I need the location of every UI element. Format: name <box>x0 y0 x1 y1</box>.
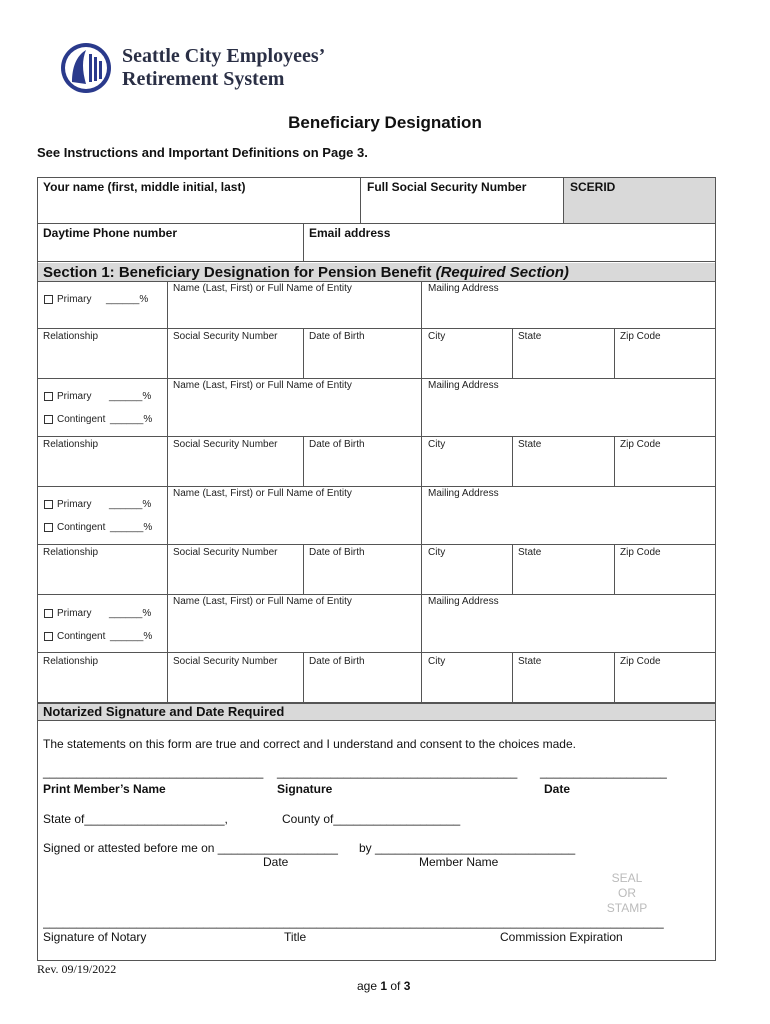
beneficiary4-city-label: City <box>428 656 446 667</box>
signature-line[interactable]: ____________________________________ <box>277 765 518 779</box>
signature-label: Signature <box>277 782 333 796</box>
notary-line[interactable]: _____________________________________________________________________________________________ <box>43 915 664 929</box>
beneficiary2-contingent-pct[interactable]: ______% <box>110 414 153 425</box>
beneficiary2-city-label: City <box>428 439 446 450</box>
revision-date: Rev. 09/19/2022 <box>37 962 117 976</box>
beneficiary1-primary-label: Primary <box>57 294 92 305</box>
beneficiary3-primary-label: Primary <box>57 499 92 510</box>
beneficiary2-name-label: Name (Last, First) or Full Name of Entity <box>173 380 352 391</box>
scerid-label: SCERID <box>570 180 616 194</box>
county-of-field[interactable]: County of___________________ <box>282 812 461 826</box>
date-label: Date <box>544 782 571 796</box>
beneficiary4-primary-pct[interactable]: ______% <box>109 608 152 619</box>
consent-statement: The statements on this form are true and correct and I understand and consent to the choices made. <box>43 737 576 751</box>
beneficiary4-name-label: Name (Last, First) or Full Name of Entity <box>173 596 352 607</box>
beneficiary4-mailing-label: Mailing Address <box>428 596 499 607</box>
beneficiary1-mailing-label: Mailing Address <box>428 283 499 294</box>
member-name-line[interactable]: _________________________________ <box>43 765 264 779</box>
beneficiary4-zip-label: Zip Code <box>620 656 661 667</box>
seal-placeholder-2: OR <box>618 886 636 900</box>
beneficiary3-zip-label: Zip Code <box>620 547 661 558</box>
beneficiary3-ssn-label: Social Security Number <box>173 547 278 558</box>
beneficiary3-contingent-label: Contingent <box>57 522 106 533</box>
member-name-sublabel: Member Name <box>419 855 499 869</box>
beneficiary1-relationship-label: Relationship <box>43 331 99 342</box>
beneficiary4-relationship-label: Relationship <box>43 656 99 667</box>
beneficiary1-primary-checkbox[interactable] <box>44 295 53 304</box>
beneficiary3-primary-pct[interactable]: ______% <box>109 499 152 510</box>
beneficiary3-contingent-pct[interactable]: ______% <box>110 522 153 533</box>
beneficiary3-relationship-label: Relationship <box>43 547 99 558</box>
page-number: age 1 of 3 <box>357 979 411 993</box>
member-ssn-field[interactable] <box>361 195 562 222</box>
beneficiary3-name-label: Name (Last, First) or Full Name of Entity <box>173 488 352 499</box>
beneficiary4-contingent-pct[interactable]: ______% <box>110 631 153 642</box>
instructions-note: See Instructions and Important Definitions on Page 3. <box>37 145 368 160</box>
beneficiary3-dob-label: Date of Birth <box>309 547 365 558</box>
beneficiary3-mailing-label: Mailing Address <box>428 488 499 499</box>
beneficiary3-city-label: City <box>428 547 446 558</box>
beneficiary2-relationship-label: Relationship <box>43 439 99 450</box>
beneficiary2-mailing-label: Mailing Address <box>428 380 499 391</box>
phone-field[interactable] <box>38 240 302 261</box>
beneficiary1-city-label: City <box>428 331 446 342</box>
beneficiary1-ssn-label: Social Security Number <box>173 331 278 342</box>
section1-title: Section 1: Beneficiary Designation for Pension Benefit (Required Section) <box>43 264 569 281</box>
commission-expiration-label: Commission Expiration <box>500 930 623 944</box>
beneficiary3-primary-checkbox[interactable] <box>44 500 53 509</box>
beneficiary2-ssn-label: Social Security Number <box>173 439 278 450</box>
notary-signature-label: Signature of Notary <box>43 930 147 944</box>
seal-placeholder-3: STAMP <box>606 901 648 915</box>
beneficiary2-primary-checkbox[interactable] <box>44 392 53 401</box>
beneficiary2-dob-label: Date of Birth <box>309 439 365 450</box>
beneficiary4-ssn-label: Social Security Number <box>173 656 278 667</box>
beneficiary1-dob-label: Date of Birth <box>309 331 365 342</box>
member-name-label: Your name (first, middle initial, last) <box>43 180 246 194</box>
org-name-line2: Retirement System <box>122 68 285 90</box>
member-ssn-label: Full Social Security Number <box>367 180 527 194</box>
email-label: Email address <box>309 226 391 240</box>
beneficiary4-dob-label: Date of Birth <box>309 656 365 667</box>
member-name-field[interactable] <box>38 195 359 222</box>
seal-placeholder-1: SEAL <box>611 871 643 885</box>
beneficiary2-contingent-label: Contingent <box>57 414 106 425</box>
beneficiary4-primary-checkbox[interactable] <box>44 609 53 618</box>
attest-date-sublabel: Date <box>263 855 289 869</box>
page-title: Beneficiary Designation <box>288 113 482 132</box>
signature-section-title: Notarized Signature and Date Required <box>43 704 285 719</box>
beneficiary1-primary-pct[interactable]: ______% <box>106 294 149 305</box>
by-member-field[interactable]: by ______________________________ <box>359 841 576 855</box>
beneficiary4-contingent-label: Contingent <box>57 631 106 642</box>
beneficiary1-zip-label: Zip Code <box>620 331 661 342</box>
beneficiary2-primary-label: Primary <box>57 391 92 402</box>
seattle-logo-icon <box>58 40 114 96</box>
beneficiary1-state-label: State <box>518 331 542 342</box>
beneficiary4-primary-label: Primary <box>57 608 92 619</box>
print-member-name-label: Print Member’s Name <box>43 782 166 796</box>
state-of-field[interactable]: State of_____________________, <box>43 812 228 826</box>
beneficiary2-state-label: State <box>518 439 542 450</box>
beneficiary1-name-label: Name (Last, First) or Full Name of Entity <box>173 283 352 294</box>
beneficiary4-contingent-checkbox[interactable] <box>44 632 53 641</box>
phone-label: Daytime Phone number <box>43 226 178 240</box>
beneficiary2-primary-pct[interactable]: ______% <box>109 391 152 402</box>
signed-before-field[interactable]: Signed or attested before me on __________________ <box>43 841 338 855</box>
beneficiary2-zip-label: Zip Code <box>620 439 661 450</box>
beneficiary3-state-label: State <box>518 547 542 558</box>
beneficiary3-contingent-checkbox[interactable] <box>44 523 53 532</box>
notary-title-label: Title <box>284 930 307 944</box>
org-name-line1: Seattle City Employees’ <box>122 45 326 67</box>
date-line[interactable]: ___________________ <box>540 765 667 779</box>
beneficiary2-contingent-checkbox[interactable] <box>44 415 53 424</box>
beneficiary4-state-label: State <box>518 656 542 667</box>
email-field[interactable] <box>304 240 715 261</box>
